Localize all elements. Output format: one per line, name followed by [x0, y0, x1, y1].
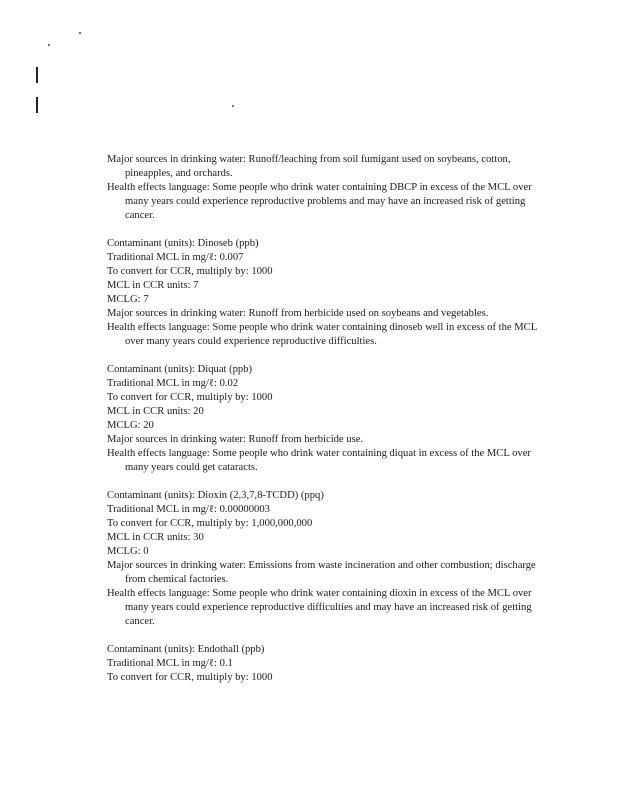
diquat-mclg: MCLG: 20 [107, 420, 154, 431]
dioxin-health-effects: Health effects language: Some people who drink water containing dioxin in excess of the MCL over many years could experience reproductive difficulties and may have an increased risk of getting cancer. [107, 588, 532, 627]
dioxin-mclg: MCLG: 0 [107, 546, 149, 557]
dinoseb-contaminant: Contaminant (units): Dinoseb (ppb) [107, 238, 259, 249]
dinoseb-entry [107, 237, 547, 349]
diquat-sources: Major sources in drinking water: Runoff from herbicide use. [107, 434, 364, 445]
endothall-contaminant: Contaminant (units): Endothall (ppb) [107, 644, 265, 655]
dinoseb-mcl-ccr: MCL in CCR units: 7 [107, 280, 199, 291]
dioxin-sources: Major sources in drinking water: Emissions from waste incineration and other combustion; discharge from chemical factories. [107, 560, 536, 585]
dbcp-health-effects: Health effects language: Some people who drink water containing DBCP in excess of the MCL over many years could experience reproductive problems and may have an increased risk of getting cancer. [107, 182, 532, 221]
dbcp-sources: Major sources in drinking water: Runoff/leaching from soil fumigant used on soybeans, cotton, pineapples, and orchards. [107, 154, 511, 179]
dinoseb-convert-factor: To convert for CCR, multiply by: 1000 [107, 266, 273, 277]
dioxin-mcl-ccr: MCL in CCR units: 30 [107, 532, 204, 543]
diquat-convert-factor: To convert for CCR, multiply by: 1000 [107, 392, 273, 403]
scan-speck [48, 44, 50, 46]
dinoseb-health-effects: Health effects language: Some people who drink water containing dinoseb well in excess of the MCL over many years could experience reproductive difficulties. [107, 322, 537, 347]
scan-speck [232, 105, 234, 107]
dbcp-tail [107, 153, 547, 223]
diquat-entry [107, 363, 547, 475]
dinoseb-traditional-mcl: Traditional MCL in mg/ℓ: 0.007 [107, 252, 244, 263]
diquat-contaminant: Contaminant (units): Diquat (ppb) [107, 364, 253, 375]
diquat-mcl-ccr: MCL in CCR units: 20 [107, 406, 204, 417]
endothall-traditional-mcl: Traditional MCL in mg/ℓ: 0.1 [107, 658, 233, 669]
endothall-convert-factor: To convert for CCR, multiply by: 1000 [107, 672, 273, 683]
dioxin-contaminant: Contaminant (units): Dioxin (2,3,7,8-TCDD) (ppq) [107, 490, 324, 501]
diquat-traditional-mcl: Traditional MCL in mg/ℓ: 0.02 [107, 378, 239, 389]
dioxin-convert-factor: To convert for CCR, multiply by: 1,000,000,000 [107, 518, 313, 529]
diquat-health-effects: Health effects language: Some people who drink water containing diquat in excess of the MCL over many years could get cataracts. [107, 448, 531, 473]
dinoseb-sources: Major sources in drinking water: Runoff from herbicide used on soybeans and vegetables. [107, 308, 489, 319]
dinoseb-mclg: MCLG: 7 [107, 294, 149, 305]
dioxin-traditional-mcl: Traditional MCL in mg/ℓ: 0.00000003 [107, 504, 270, 515]
revision-bar-bottom [36, 97, 38, 113]
endothall-entry [107, 643, 547, 685]
document-body [107, 153, 547, 699]
dioxin-entry [107, 489, 547, 629]
scan-speck [79, 32, 81, 34]
revision-bar-top [36, 67, 38, 83]
